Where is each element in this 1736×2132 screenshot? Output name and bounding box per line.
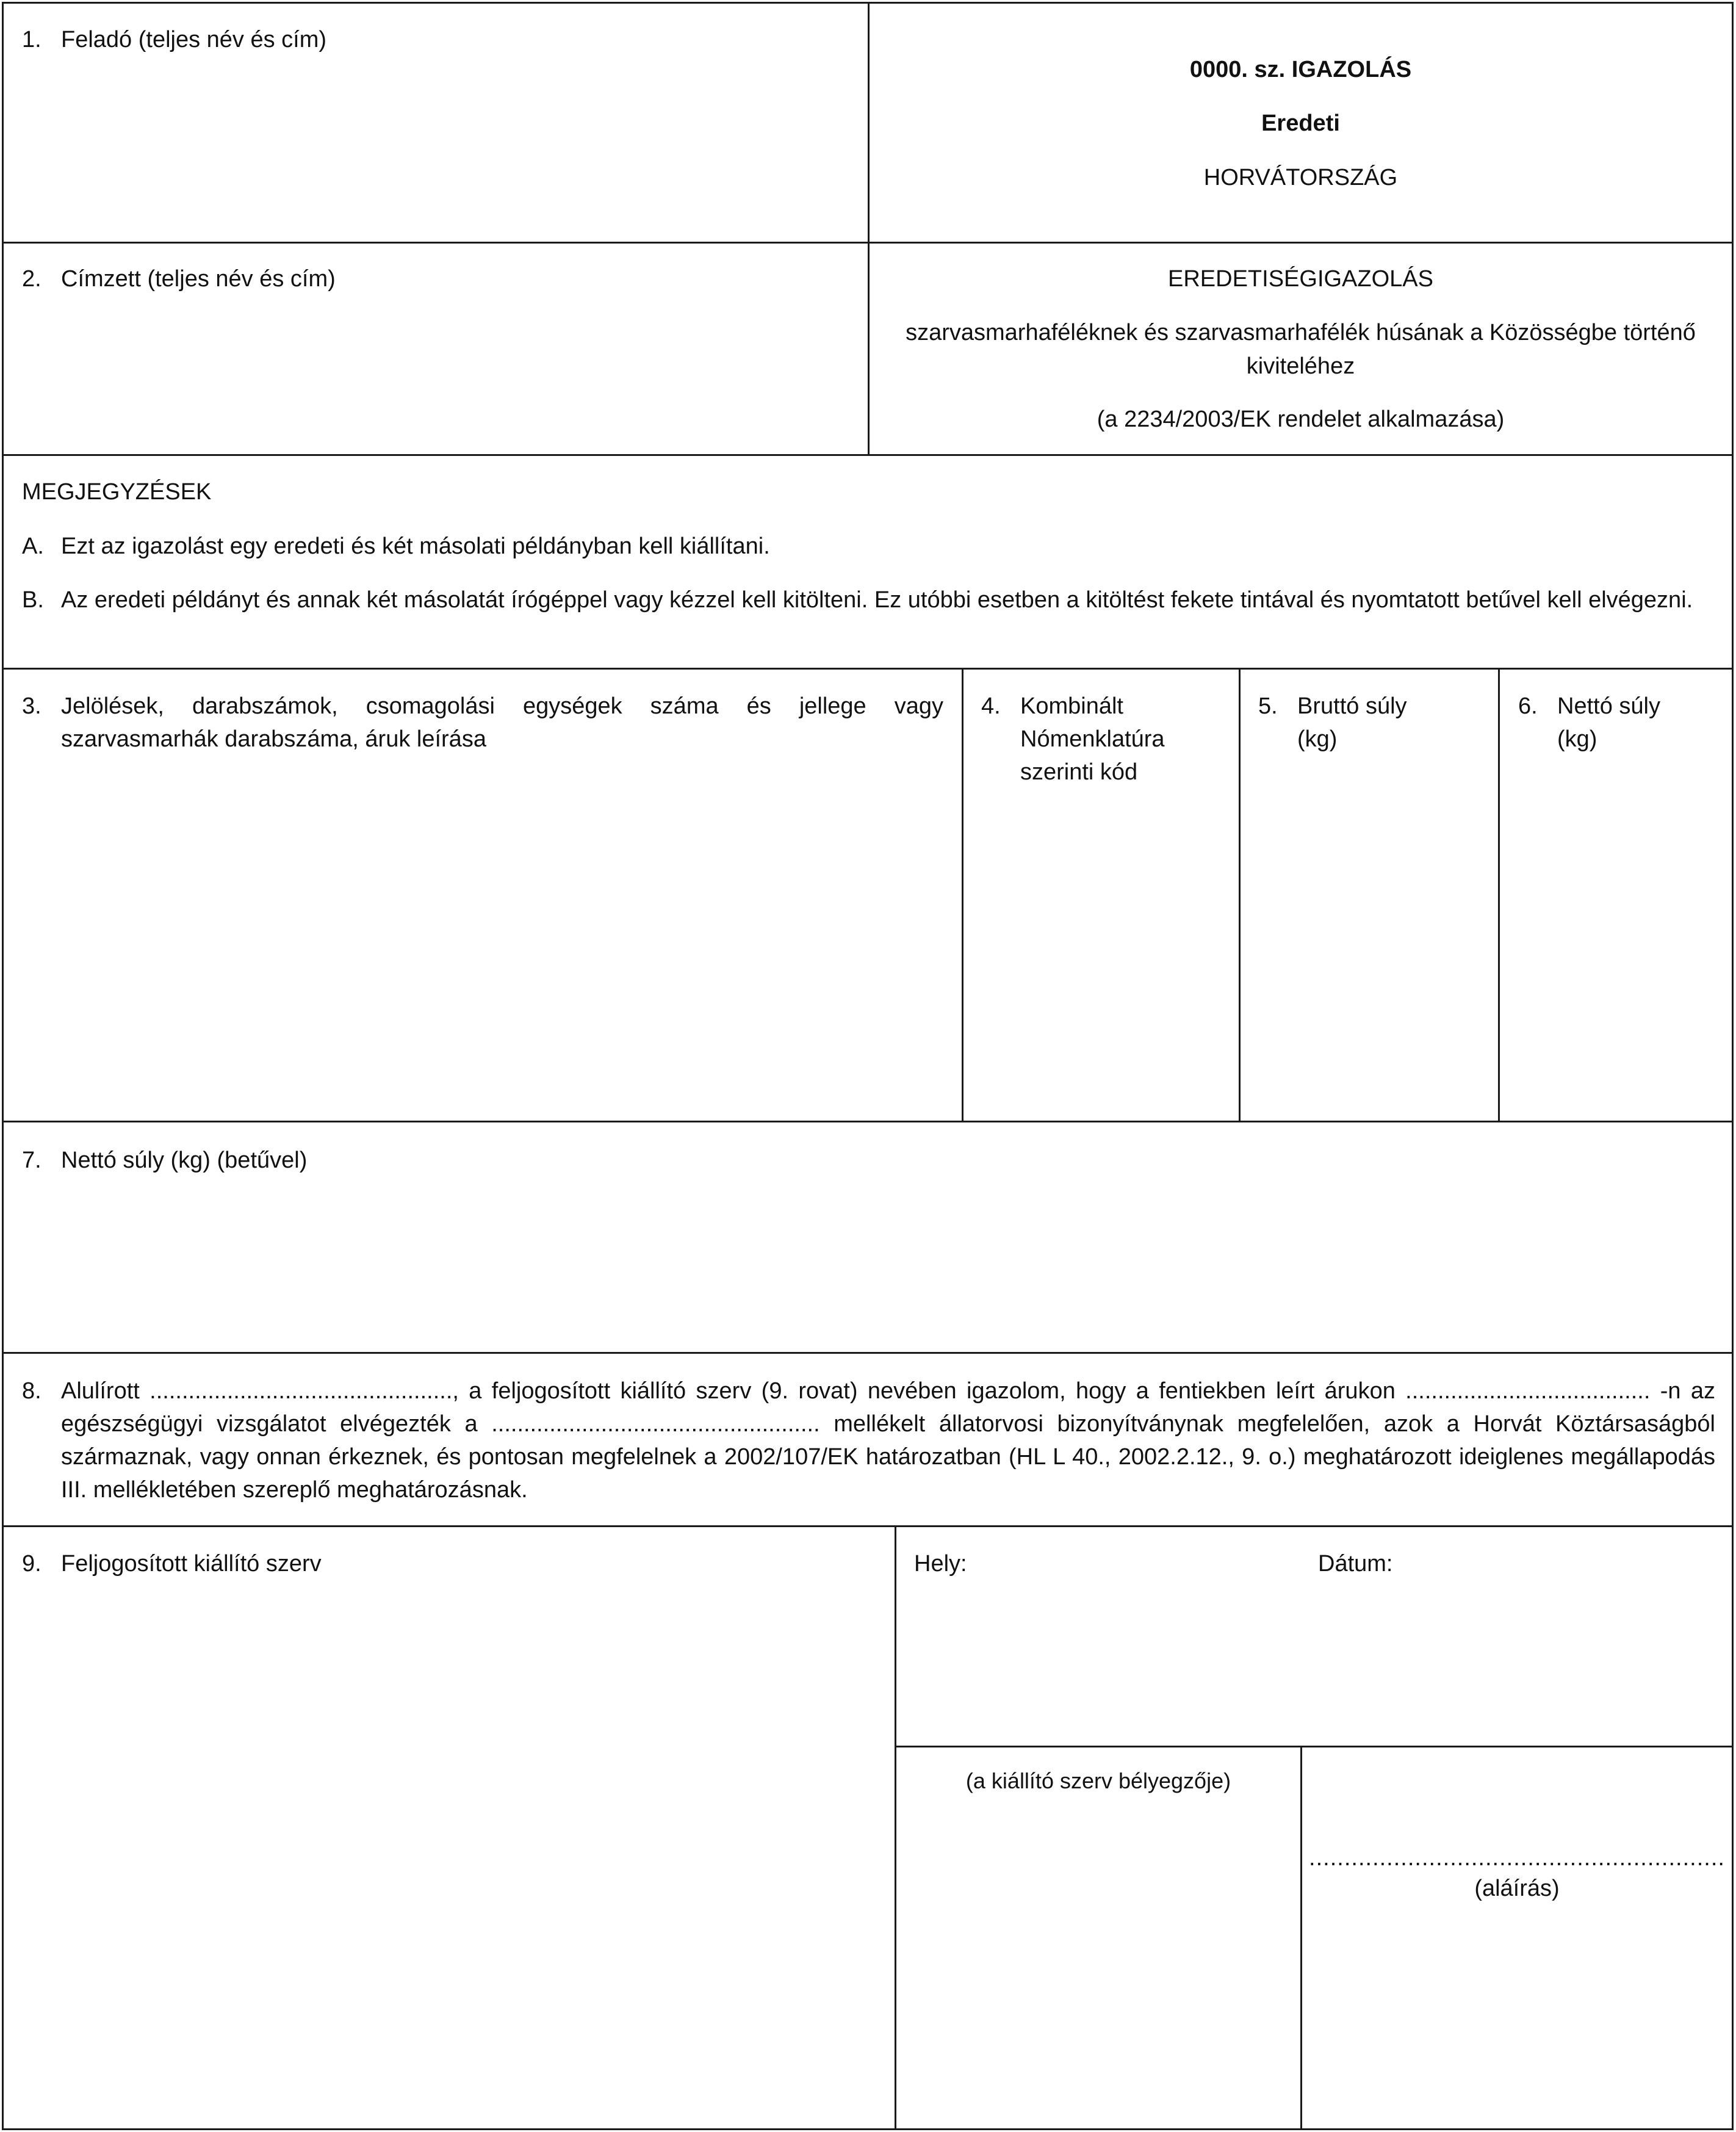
box6-line1: Nettó súly (1557, 693, 1660, 719)
box9-number: 9. (22, 1551, 41, 1577)
box1-number: 1. (22, 27, 41, 52)
divider-declaration (2, 1525, 1733, 1527)
box4-line2: Nómenklatúra (1020, 726, 1165, 752)
signature-label: (aláírás) (1474, 1876, 1560, 1901)
divider-stamp (896, 1746, 1733, 1747)
box5-line1: Bruttó súly (1297, 693, 1407, 719)
origin-line1: szarvasmarhaféléknek és szarvasmarhafélék húsának a Közösségbe történő (906, 320, 1696, 345)
notes-heading: MEGJEGYZÉSEK (22, 479, 212, 505)
stamp-label: (a kiállító szerv bélyegzője) (965, 1768, 1231, 1793)
border-bottom (2, 2128, 1733, 2130)
divider-netweight (2, 1352, 1733, 1354)
box4-number: 4. (981, 693, 1001, 719)
box2-label: Címzett (teljes név és cím) (61, 266, 336, 292)
box4-line3: szerinti kód (1020, 759, 1138, 785)
box6-line2: (kg) (1557, 726, 1597, 752)
box7-number: 7. (22, 1147, 41, 1173)
country-label: HORVÁTORSZÁG (1203, 165, 1398, 190)
cert-title: 0000. sz. IGAZOLÁS (1189, 57, 1412, 82)
box8 (22, 1375, 1715, 1506)
signature-line: ........................................................... (1309, 1845, 1725, 1871)
origin-line2: kiviteléhez (1246, 353, 1355, 379)
note-b (22, 584, 1694, 616)
box2-number: 2. (22, 266, 41, 292)
divider-notes (2, 668, 1733, 670)
border-right (1732, 2, 1734, 2130)
box5-line2: (kg) (1297, 726, 1338, 752)
origin-regulation: (a 2234/2003/EK rendelet alkalmazása) (1097, 407, 1505, 432)
box1-label: Feladó (teljes név és cím) (61, 27, 327, 52)
note-b-text: Az eredeti példányt és annak két másolatát írógéppel vagy kézzel kell kitölteni. Ez utóbbi esetben a kitöltést fekete tintával és nyomtatott betűvel kell elvégezni. (61, 587, 1693, 613)
box3 (22, 690, 943, 756)
divider-items (2, 1121, 1733, 1122)
date-label: Dátum: (1318, 1551, 1393, 1577)
box3-number: 3. (22, 693, 41, 719)
note-a-text: Ezt az igazolást egy eredeti és két másolati példányban kell kiállítani. (61, 533, 770, 559)
box7-label: Nettó súly (kg) (betűvel) (61, 1147, 308, 1173)
box4-line1: Kombinált (1020, 693, 1123, 719)
box5-number: 5. (1258, 693, 1278, 719)
divider-col4 (962, 668, 963, 1122)
note-b-letter: B. (22, 587, 44, 613)
original-label: Eredeti (1261, 110, 1340, 136)
border-left (2, 2, 4, 2130)
note-a-letter: A. (22, 533, 44, 559)
box6-number: 6. (1518, 693, 1538, 719)
divider-col6 (1498, 668, 1500, 1122)
place-label: Hely: (914, 1551, 967, 1577)
box3-label: Jelölések, darabszámok, csomagolási egységek száma és jellege vagy szarvasmarhák darabszáma, áruk leírása (61, 693, 943, 752)
declaration-text: Alulírott ..............................................., a feljogosított kiállító szerv (9. rovat) nevében igazolom, hogy a fentiekben leírt árukon ...................................... -n az egészségügyi vizsgálatot elvégezték a ................................................... mellékelt állatorvosi bizonyítványnak megfelelően, azok a Horvát Köztársaságból származnak, vagy onnan érkeznek, és pontosan megfelelnek a 2002/107/EK határozatban (HL L 40., 2002.2.12., 9. o.) meghatározott ideiglenes megállapodás III. mellékletében szereplő meghatározásnak. (61, 1378, 1715, 1503)
divider-signature-col (1300, 1746, 1302, 2130)
box9-label: Feljogosított kiállító szerv (61, 1551, 322, 1577)
note-a (22, 530, 1706, 563)
divider-issuer-col (895, 1525, 896, 2130)
divider-col5 (1239, 668, 1241, 1122)
origin-title: EREDETISÉGIGAZOLÁS (1168, 266, 1433, 292)
box8-number: 8. (22, 1378, 41, 1404)
